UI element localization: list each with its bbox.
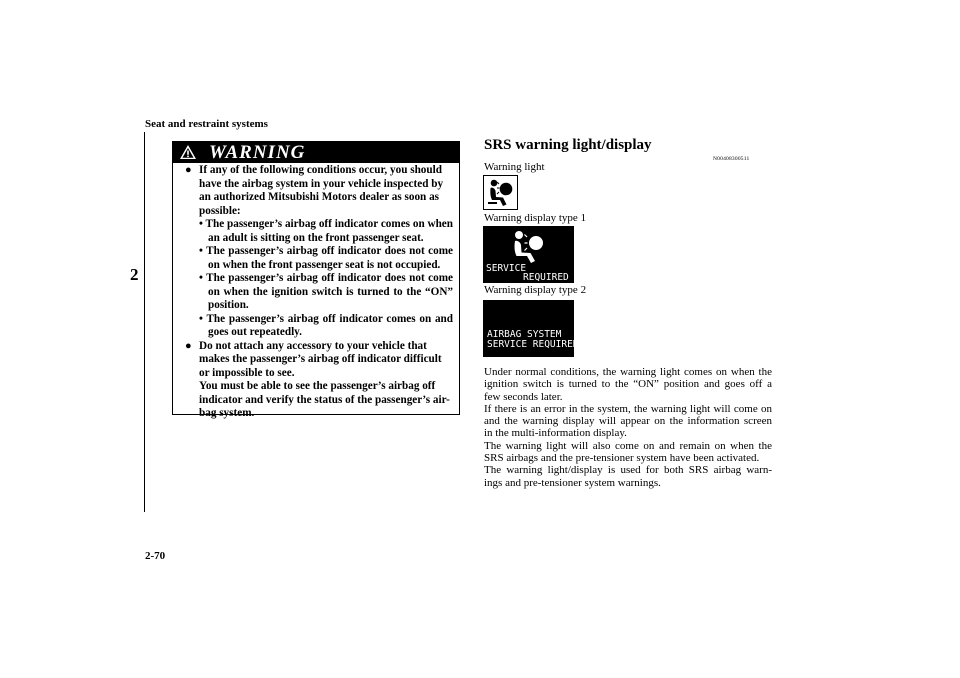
text-line: The warning light/display is used for both SRS airbag warn- — [484, 464, 772, 477]
text-line: in the multi-information display. — [484, 427, 627, 440]
chapter-number: 2 — [130, 265, 139, 284]
warning-line: have the airbag system in your vehicle inspected by — [199, 177, 444, 190]
warning-subitem: • The passenger’s airbag off indicator comes on and goes out repeatedly. — [199, 312, 453, 338]
text-line: SRS airbags and the pre-tensioner system have been activated. — [484, 452, 760, 465]
paragraph — [484, 366, 772, 403]
warning-line: You must be able to see the passenger’s airbag off — [199, 380, 436, 392]
bullet-icon: ● — [185, 339, 192, 352]
warning-line: bag system. — [199, 407, 255, 419]
section-body — [484, 366, 772, 489]
display-2-line-1: AIRBAG SYSTEM — [487, 329, 562, 340]
warning-subitem: • The passenger’s airbag off indicator does not come on when the ignition switch is turned to the “ON” position. — [199, 272, 453, 311]
warning-header — [173, 142, 459, 163]
paragraph — [484, 464, 772, 489]
warning-line: If any of the following conditions occur, you should — [199, 164, 442, 176]
warning-item — [185, 164, 453, 340]
warning-item — [185, 340, 453, 421]
warning-line: indicator and verify the status of the passenger’s air- — [199, 393, 450, 406]
paragraph — [484, 440, 772, 465]
text-line: Under normal conditions, the warning light comes on when the — [484, 366, 772, 378]
warning-box — [172, 141, 460, 419]
text-line: ings and pre-tensioner system warnings. — [484, 476, 661, 489]
section-title: SRS warning light/display — [484, 137, 652, 153]
warning-subitem: • The passenger’s airbag off indicator comes on when an adult is sitting on the front passenger seat. — [199, 218, 453, 244]
warning-heading: WARNING — [209, 142, 306, 163]
warning-line: an authorized Mitsubishi Motors dealer as soon as — [199, 191, 440, 203]
airbag-warning-light-icon — [483, 175, 518, 210]
airbag-occupant-icon — [507, 229, 551, 265]
label-warning-light: Warning light — [484, 161, 545, 173]
warning-line: makes the passenger’s airbag off indicator difficult — [199, 353, 442, 365]
warning-body — [173, 163, 459, 421]
warning-line: Do not attach any accessory to your vehicle that — [199, 339, 427, 352]
chapter-tab-rule — [132, 132, 145, 512]
display-1-line-2: REQUIRED — [523, 272, 569, 283]
warning-triangle-icon — [179, 144, 197, 160]
label-display-type-1: Warning display type 1 — [484, 212, 587, 224]
text-line: The warning light will also come on and remain on when the — [484, 439, 772, 452]
warning-display-type-2 — [483, 300, 579, 357]
warning-line: or impossible to see. — [199, 366, 295, 379]
page-number: 2-70 — [145, 550, 166, 562]
section-code: N00408300511 — [713, 156, 750, 162]
warning-display-type-1 — [483, 226, 574, 283]
paragraph — [484, 403, 772, 440]
display-2-line-2: SERVICE REQUIRED — [487, 339, 579, 350]
text-line: If there is an error in the system, the warning light will come on — [484, 402, 772, 415]
bullet-icon: ● — [185, 164, 192, 176]
display-1-line-1: SERVICE — [486, 263, 527, 274]
warning-line: possible: — [199, 204, 241, 217]
warning-subitem: • The passenger’s airbag off indicator does not come on when the front passenger seat is not occupied. — [199, 245, 453, 271]
text-line: ignition switch is turned to the “ON” position and goes off a — [484, 378, 772, 391]
text-line: few seconds later. — [484, 390, 563, 403]
running-header: Seat and restraint systems — [145, 118, 268, 130]
text-line: and the warning display will appear on the information screen — [484, 415, 772, 428]
label-display-type-2: Warning display type 2 — [484, 284, 587, 296]
